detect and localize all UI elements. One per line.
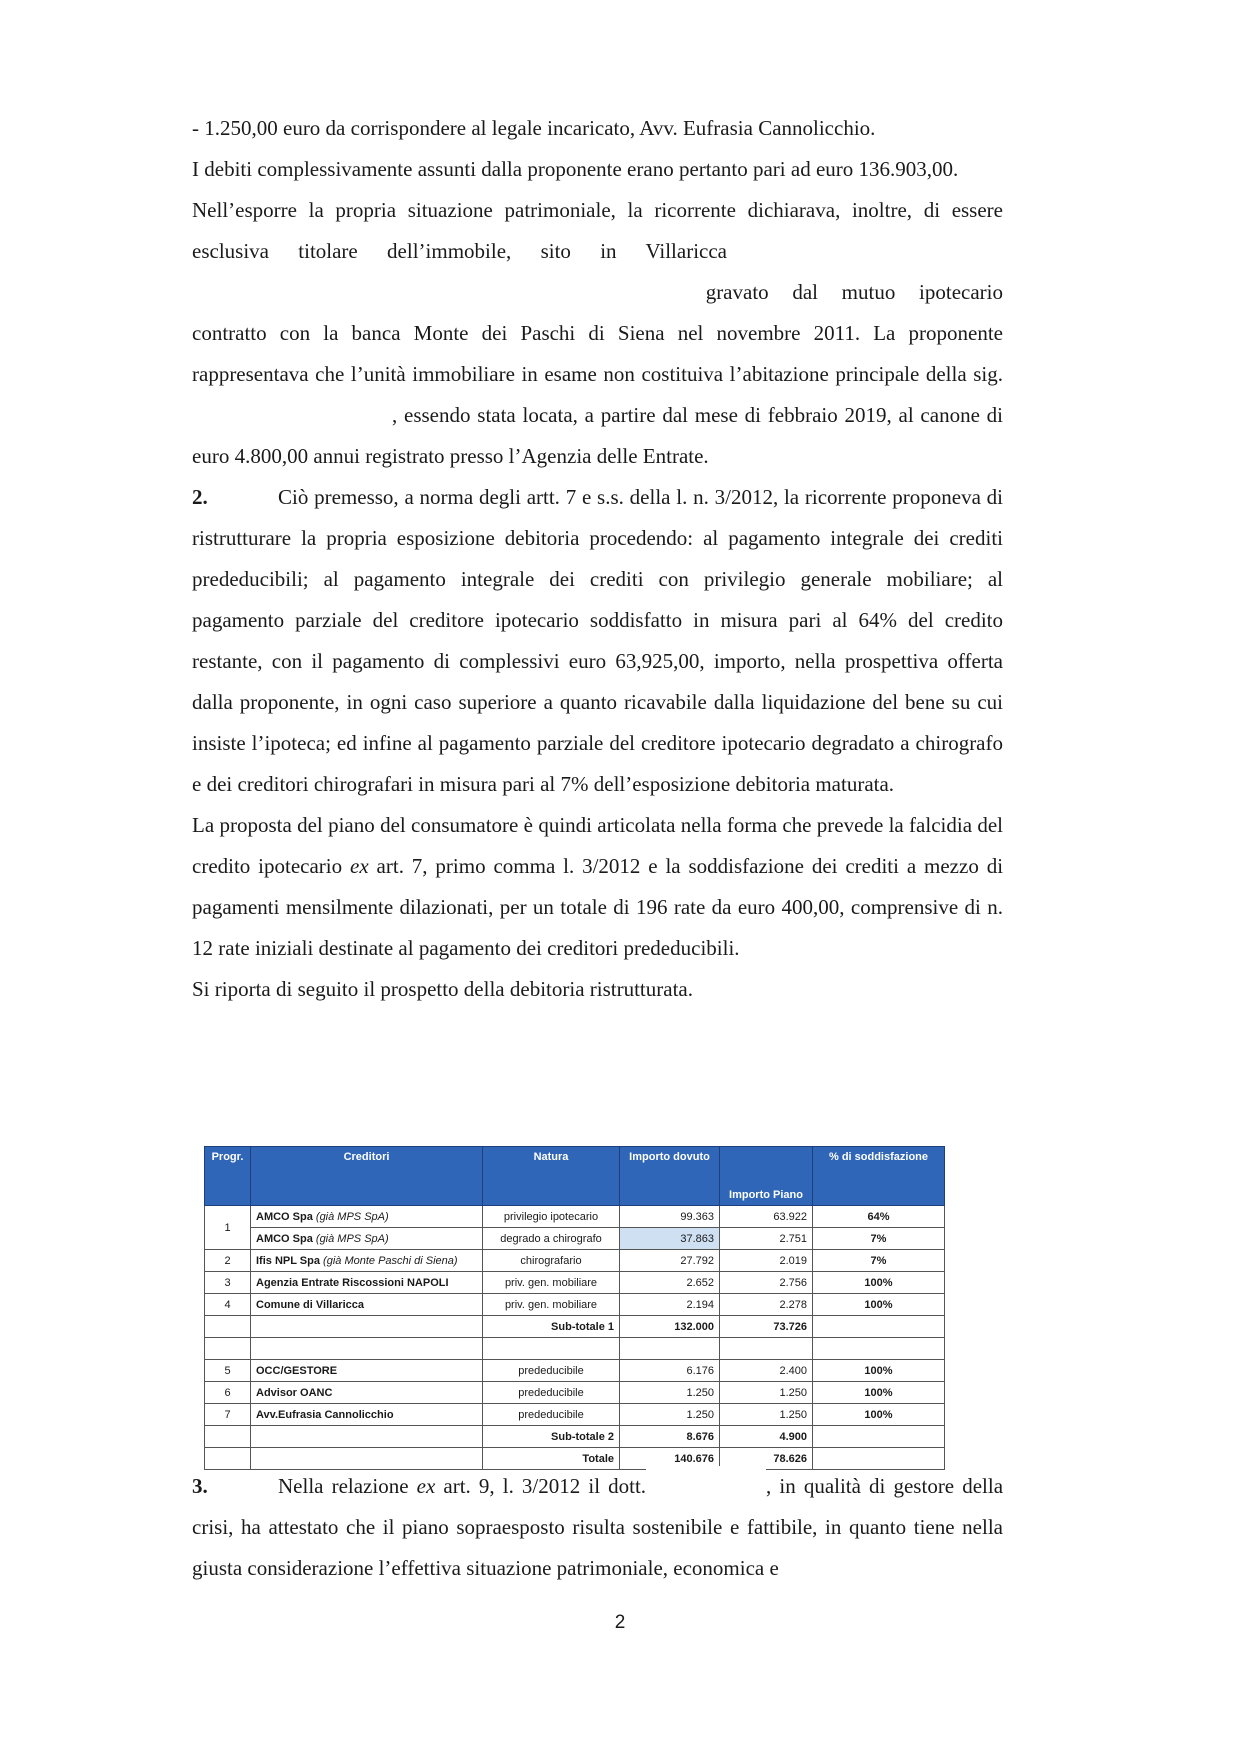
section-number: 2. bbox=[192, 485, 208, 509]
col-natura: Natura bbox=[483, 1147, 620, 1206]
col-dovuto: Importo dovuto bbox=[620, 1147, 720, 1206]
cell-empty bbox=[813, 1338, 945, 1360]
paragraph-text: Ciò premesso, a norma degli artt. 7 e s.s. della l. n. 3/2012, la ricorrente proponeva di ristrutturare la propria esposizione debitoria procedendo: al pagamento integrale dei crediti prededucibili; al pagamento integrale dei crediti con privilegio generale mobiliare; al pagamento parziale del creditore ipotecario soddisfatto in misura pari al 64% del credito restante, con il pagamento di complessivi euro 63,925,00, importo, nella prospettiva offerta dalla proponente, in ogni caso superiore a quanto ricavabile dalla liquidazione del bene su cui insiste l’ipoteca; ed infine al pagamento parziale del creditore ipotecario degradato a chirografo e dei creditori chirografari in misura pari al 7% dell’esposizione debitoria maturata. bbox=[192, 485, 1003, 796]
table-row bbox=[205, 1382, 945, 1404]
section-number: 3. bbox=[192, 1474, 208, 1498]
debt-table bbox=[204, 1146, 945, 1470]
paragraph: Si riporta di seguito il prospetto della debitoria ristrutturata. bbox=[192, 977, 693, 1001]
cell-piano: 78.626 bbox=[720, 1448, 813, 1470]
debt-table-image bbox=[204, 1146, 944, 1470]
cell-perc: 7% bbox=[813, 1228, 945, 1250]
paragraph: - 1.250,00 euro da corrispondere al legale incaricato, Avv. Eufrasia Cannolicchio. bbox=[192, 116, 876, 140]
cell-perc: 100% bbox=[813, 1382, 945, 1404]
table-row bbox=[205, 1272, 945, 1294]
cell-empty bbox=[720, 1338, 813, 1360]
cell-creditore bbox=[251, 1206, 483, 1228]
cell-progr: 1 bbox=[205, 1206, 251, 1250]
cell-empty bbox=[813, 1426, 945, 1448]
cell-piano: 1.250 bbox=[720, 1404, 813, 1426]
cell-piano: 4.900 bbox=[720, 1426, 813, 1448]
paragraph-text: Nell’esporre la propria situazione patrimoniale, la ricorrente dichiarava, inoltre, di essere esclusiva titolare dell’immobile, sito in Villaricca bbox=[192, 198, 1003, 263]
cell-natura: prededucibile bbox=[483, 1404, 620, 1426]
cell-perc: 100% bbox=[813, 1404, 945, 1426]
cell-creditore bbox=[251, 1250, 483, 1272]
cell-dovuto: 99.363 bbox=[620, 1206, 720, 1228]
redaction bbox=[646, 1466, 766, 1507]
italic-text: ex bbox=[350, 854, 369, 878]
creditor-note: (già Monte Paschi di Siena) bbox=[323, 1254, 458, 1267]
creditor-name: Ifis NPL Spa bbox=[256, 1254, 320, 1267]
redaction bbox=[192, 395, 392, 436]
cell-progr: 3 bbox=[205, 1272, 251, 1294]
paragraph-text: Nella relazione bbox=[278, 1474, 409, 1498]
cell-piano: 2.278 bbox=[720, 1294, 813, 1316]
cell-creditore: Agenzia Entrate Riscossioni NAPOLI bbox=[251, 1272, 483, 1294]
paragraph bbox=[192, 477, 1003, 805]
cell-empty bbox=[205, 1426, 251, 1448]
cell-perc: 100% bbox=[813, 1272, 945, 1294]
page-number: 2 bbox=[614, 1612, 626, 1633]
blank-row bbox=[205, 1338, 945, 1360]
cell-dovuto: 6.176 bbox=[620, 1360, 720, 1382]
table-row bbox=[205, 1294, 945, 1316]
cell-dovuto: 8.676 bbox=[620, 1426, 720, 1448]
redaction bbox=[192, 272, 682, 313]
paragraph: I debiti complessivamente assunti dalla proponente erano pertanto pari ad euro 136.903,00. bbox=[192, 157, 959, 181]
cell-progr: 4 bbox=[205, 1294, 251, 1316]
cell-natura: prededucibile bbox=[483, 1360, 620, 1382]
redaction bbox=[727, 231, 1003, 272]
cell-total-label: Totale bbox=[483, 1448, 620, 1470]
cell-perc: 7% bbox=[813, 1250, 945, 1272]
cell-empty bbox=[483, 1338, 620, 1360]
body-text-continued bbox=[192, 1466, 1003, 1589]
cell-progr: 6 bbox=[205, 1382, 251, 1404]
creditor-note: (già MPS SpA) bbox=[315, 1210, 389, 1223]
cell-natura: degrado a chirografo bbox=[483, 1228, 620, 1250]
col-creditori: Creditori bbox=[251, 1147, 483, 1206]
cell-empty bbox=[620, 1338, 720, 1360]
table-row bbox=[205, 1206, 945, 1228]
paragraph-text: La proposta del piano del consumatore è quindi articolata nella forma che prevede la falcidia del credito ipotecario bbox=[192, 813, 1003, 878]
cell-dovuto: 1.250 bbox=[620, 1404, 720, 1426]
table-row bbox=[205, 1404, 945, 1426]
cell-progr: 7 bbox=[205, 1404, 251, 1426]
cell-dovuto: 140.676 bbox=[620, 1448, 720, 1470]
cell-empty bbox=[251, 1316, 483, 1338]
paragraph-text: art. 7, primo comma l. 3/2012 e la soddisfazione dei crediti a mezzo di pagamenti mensilmente dilazionati, per un totale di 196 rate da euro 400,00, comprensive di n. 12 rate iniziali destinate al pagamento dei creditori prededucibili. bbox=[192, 854, 1004, 960]
cell-natura: priv. gen. mobiliare bbox=[483, 1272, 620, 1294]
cell-dovuto: 2.652 bbox=[620, 1272, 720, 1294]
cell-dovuto: 27.792 bbox=[620, 1250, 720, 1272]
cell-dovuto: 132.000 bbox=[620, 1316, 720, 1338]
subtotal-row bbox=[205, 1316, 945, 1338]
paragraph-text: , in qualità di gestore della crisi, ha attestato che il piano sopraesposto risulta sostenibile e fattibile, in quanto tiene nella giusta considerazione l’effettiva situazione patrimoniale, economica e bbox=[192, 1474, 1004, 1580]
table-row bbox=[205, 1228, 945, 1250]
cell-creditore: Advisor OANC bbox=[251, 1382, 483, 1404]
col-progr: Progr. bbox=[205, 1147, 251, 1206]
cell-creditore bbox=[251, 1228, 483, 1250]
cell-creditore: Avv.Eufrasia Cannolicchio bbox=[251, 1404, 483, 1426]
cell-piano: 2.400 bbox=[720, 1360, 813, 1382]
cell-empty bbox=[205, 1316, 251, 1338]
col-soddisfazione: % di soddisfazione bbox=[813, 1147, 945, 1206]
paragraph bbox=[192, 805, 1003, 969]
col-piano: Importo Piano bbox=[720, 1147, 813, 1206]
paragraph-text: , essendo stata locata, a partire dal mese di febbraio 2019, al canone di euro 4.800,00 annui registrato presso l’Agenzia delle Entrate. bbox=[192, 403, 1003, 468]
paragraph bbox=[192, 1466, 1003, 1589]
cell-perc: 64% bbox=[813, 1206, 945, 1228]
cell-piano: 2.756 bbox=[720, 1272, 813, 1294]
cell-empty bbox=[813, 1316, 945, 1338]
cell-dovuto: 1.250 bbox=[620, 1382, 720, 1404]
creditor-name: AMCO Spa bbox=[256, 1232, 313, 1245]
cell-perc: 100% bbox=[813, 1294, 945, 1316]
cell-natura: privilegio ipotecario bbox=[483, 1206, 620, 1228]
cell-progr: 2 bbox=[205, 1250, 251, 1272]
cell-piano: 73.726 bbox=[720, 1316, 813, 1338]
cell-natura: priv. gen. mobiliare bbox=[483, 1294, 620, 1316]
paragraph-text: art. 9, l. 3/2012 il dott. bbox=[443, 1474, 647, 1498]
cell-natura: chirografario bbox=[483, 1250, 620, 1272]
cell-empty bbox=[251, 1426, 483, 1448]
italic-text: ex bbox=[416, 1474, 436, 1498]
cell-piano: 2.751 bbox=[720, 1228, 813, 1250]
cell-creditore: OCC/GESTORE bbox=[251, 1360, 483, 1382]
cell-subtotal-label: Sub-totale 1 bbox=[483, 1316, 620, 1338]
paragraph bbox=[192, 190, 1003, 477]
cell-piano: 2.019 bbox=[720, 1250, 813, 1272]
cell-empty bbox=[205, 1338, 251, 1360]
cell-perc: 100% bbox=[813, 1360, 945, 1382]
cell-dovuto: 37.863 bbox=[620, 1228, 720, 1250]
cell-natura: prededucibile bbox=[483, 1382, 620, 1404]
cell-progr: 5 bbox=[205, 1360, 251, 1382]
cell-dovuto: 2.194 bbox=[620, 1294, 720, 1316]
table-row bbox=[205, 1250, 945, 1272]
creditor-note: (già MPS SpA) bbox=[315, 1232, 389, 1245]
paragraph-text: gravato dal mutuo ipotecario contratto con la banca Monte dei Paschi di Siena nel novembre 2011. La proponente rappresentava che l’unità immobiliare in esame non costituiva l’abitazione principale della sig. bbox=[192, 280, 1003, 386]
cell-piano: 1.250 bbox=[720, 1382, 813, 1404]
creditor-name: AMCO Spa bbox=[256, 1210, 313, 1223]
subtotal-row bbox=[205, 1426, 945, 1448]
table-header-row bbox=[205, 1147, 945, 1206]
cell-creditore: Comune di Villaricca bbox=[251, 1294, 483, 1316]
cell-empty bbox=[251, 1338, 483, 1360]
cell-subtotal-label: Sub-totale 2 bbox=[483, 1426, 620, 1448]
body-text bbox=[192, 108, 1003, 1010]
cell-piano: 63.922 bbox=[720, 1206, 813, 1228]
table-row bbox=[205, 1360, 945, 1382]
